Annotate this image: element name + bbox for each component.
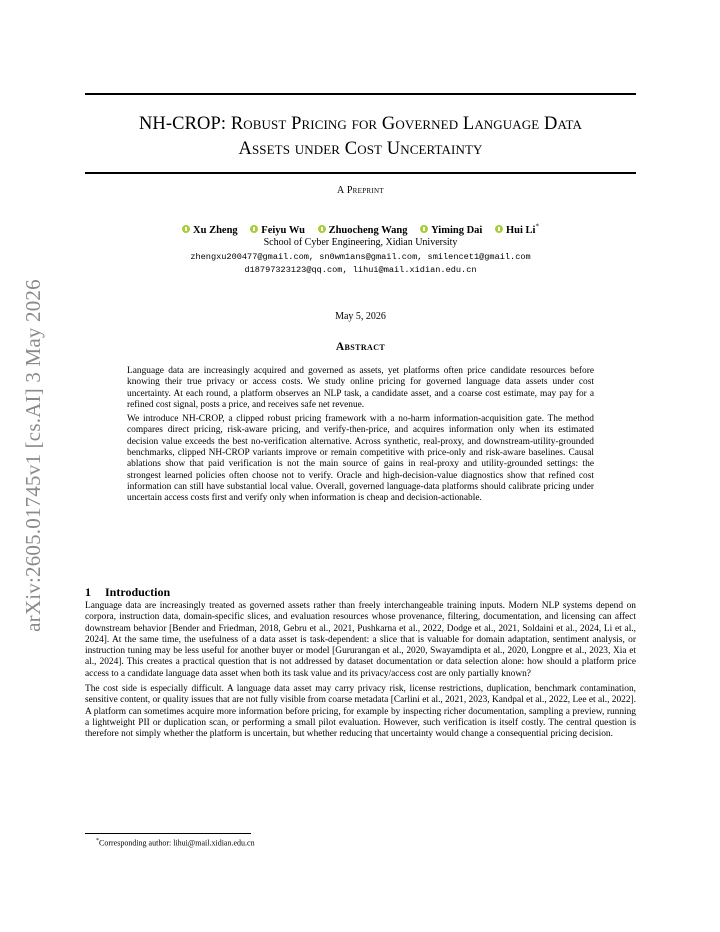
author-entry [495, 222, 539, 236]
author-entry [182, 225, 238, 236]
abstract-heading: Abstract [335, 341, 386, 353]
author-entry [420, 225, 482, 236]
section-number: 1 [85, 585, 91, 599]
preprint-label: A Preprint [337, 185, 384, 196]
email-line-1: zhengxu200477@gmail.com, sn0wm1ans@gmail.com, smilencet1@gmail.com [190, 252, 531, 262]
orcid-icon[interactable] [318, 225, 326, 233]
footnote [96, 838, 255, 848]
footnote-text: Corresponding author: lihui@mail.xidian.edu.cn [99, 838, 255, 848]
title-bottom-rule [85, 172, 636, 174]
abstract-body [127, 366, 594, 508]
publication-date: May 5, 2026 [335, 311, 386, 322]
intro-paragraph-1: Language data are increasingly treated as governed assets rather than freely interchangeable training inputs. Modern NLP systems depend on corpora, instruction data, domain-specific slices, and evaluation resources whose provenance, filtering, documentation, and licensing can affect downstream behavior [Bender and Friedman, 2018, Gebru et al., 2021, Pushkarna et al., 2022, Dodge et al., 2021, Soldaini et al., 2024, Li et al., 2024]. At the same time, the usefulness of a data asset is task-dependent: a slice that is valuable for domain adaptation, sentiment analysis, or instruction tuning may be less useful for another buyer or model [Gururangan et al., 2020, Swayamdipta et al., 2020, Longpre et al., 2023, Xia et al., 2024]. This creates a practical question that is not addressed by dataset documentation or data selection alone: how should a platform price access to a candidate language data asset when both its task value and its privacy/access cost are only partially known? [85, 601, 636, 679]
title-top-rule [85, 93, 636, 95]
author-name: Zhuocheng Wang [328, 224, 408, 236]
arxiv-identifier-text: arXiv:2605.01745v1 [cs.AI] 3 May 2026 [20, 278, 45, 632]
author-entry [250, 225, 305, 236]
email-line-2: d18797323123@qq.com, lihui@mail.xidian.edu.cn [244, 265, 477, 275]
corresponding-author-mark[interactable]: * [535, 222, 539, 230]
author-list [85, 222, 636, 236]
orcid-icon[interactable] [250, 225, 258, 233]
orcid-icon[interactable] [420, 225, 428, 233]
footnote-rule [85, 833, 251, 834]
intro-paragraph-2: The cost side is especially difficult. A language data asset may carry privacy risk, license restrictions, duplication, benchmark contamination, sensitive content, or quality issues that are not fully visible from coarse metadata [Carlini et al., 2021, 2023, Kandpal et al., 2022, Lee et al., 2022]. A platform can sometimes acquire more information before pricing, for example by inspecting richer documentation, sampling a preview, running a lightweight PII or duplication scan, or performing a small pilot evaluation. However, such verification is itself costly. The central question is therefore not simply whether the platform is uncertain, but whether reducing that uncertainty would change a consequential pricing decision. [85, 684, 636, 740]
author-name: Yiming Dai [431, 224, 483, 236]
section-title: Introduction [105, 585, 171, 599]
author-emails [85, 251, 636, 277]
author-name: Feiyu Wu [261, 224, 305, 236]
arxiv-identifier-stamp [22, 265, 44, 645]
author-entry [318, 225, 408, 236]
footnote-mark: * [96, 838, 99, 844]
abstract-paragraph-2: We introduce NH-CROP, a clipped robust pricing framework with a no-harm information-acquisition gate. The method compares direct pricing, risk-aware pricing, and verify-then-price, and acquires information only when its estimated decision value exceeds the best no-verification alternative. Across synthetic, real-proxy, and downstream-utility-grounded benchmarks, clipped NH-CROP variants improve or remain competitive with price-only and risk-aware baselines. Causal ablations show that paid verification is not the main source of gains in real-proxy and utility-grounded settings: the strongest learned policies often choose not to verify. Oracle and high-decision-value diagnostics show that refined cost information can still have substantial local value. Overall, governed language-data platforms should calibrate pricing under uncertain access costs first and verify only when information is cheap and decision-actionable. [127, 414, 594, 504]
orcid-icon[interactable] [182, 225, 190, 233]
abstract-paragraph-1: Language data are increasingly acquired and governed as assets, yet platforms often price candidate resources before knowing their true privacy or access costs. We study online pricing for governed language data assets under cost uncertainty. At each round, a platform observes an NLP task, a candidate asset, and a coarse cost estimate, may pay for a refined cost signal, posts a price, and receives safe net revenue. [127, 366, 594, 410]
affiliation: School of Cyber Engineering, Xidian University [263, 237, 458, 248]
paper-title-line-1: NH-CROP: Robust Pricing for Governed Language Data [138, 114, 583, 134]
author-name: Hui Li [505, 224, 536, 236]
paper-title [85, 112, 636, 162]
paper-title-line-2: Assets under Cost Uncertainty [238, 139, 483, 159]
introduction-body [85, 601, 636, 745]
orcid-icon[interactable] [495, 225, 503, 233]
section-heading-introduction [85, 585, 170, 600]
author-name: Xu Zheng [193, 224, 238, 236]
